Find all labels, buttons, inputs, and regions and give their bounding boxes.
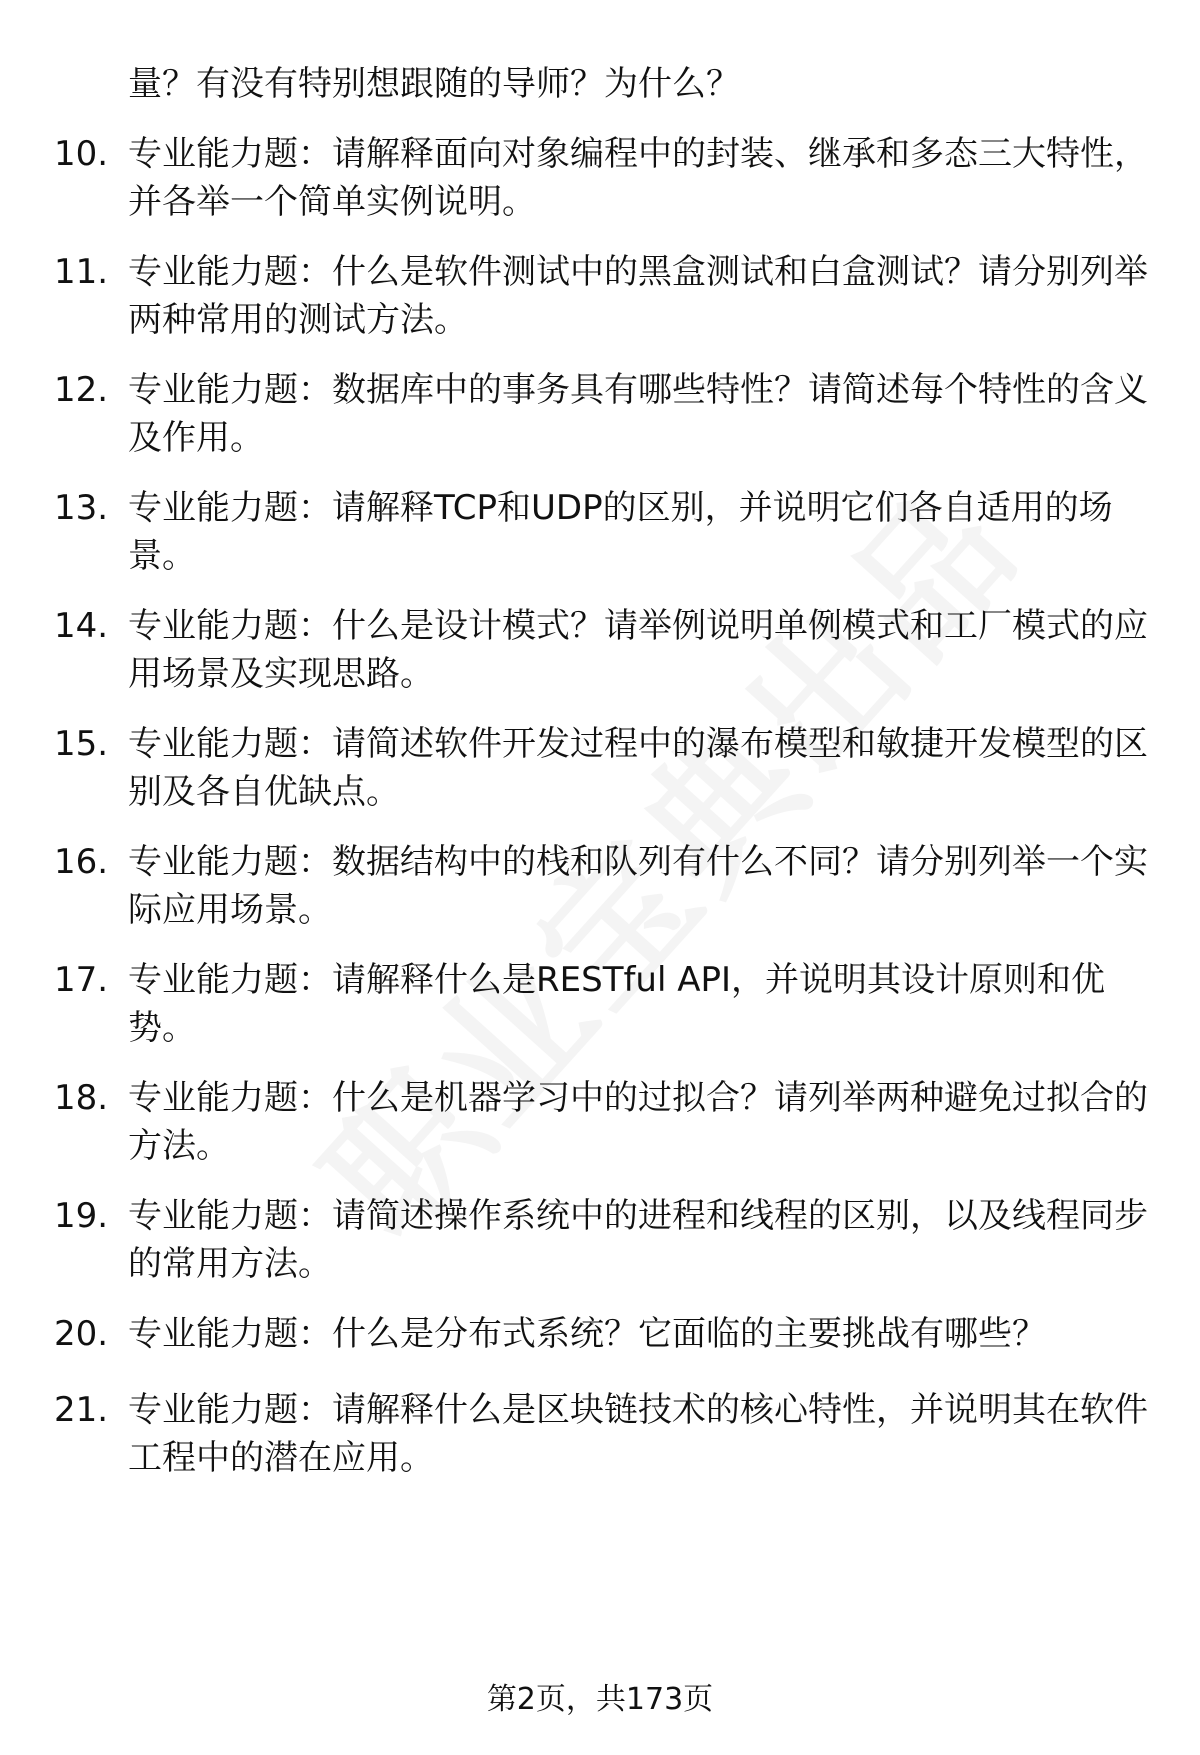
item-number: 21. [54,1390,109,1430]
item-text: 专业能力题：数据库中的事务具有哪些特性？请简述每个特性的含义及作用。 [128,370,1148,458]
item-number: 16. [54,842,109,882]
item-number: 19. [54,1196,109,1236]
item-text: 专业能力题：数据结构中的栈和队列有什么不同？请分别列举一个实际应用场景。 [128,842,1148,930]
item-text: 专业能力题：请简述软件开发过程中的瀑布模型和敏捷开发模型的区别及各自优缺点。 [128,724,1148,812]
list-item [0,1074,1200,1174]
item-text: 专业能力题：请解释什么是区块链技术的核心特性，并说明其在软件工程中的潜在应用。 [128,1390,1148,1478]
item-number: 17. [54,960,109,1000]
list-item [0,956,1200,1056]
item-number: 10. [54,134,109,174]
list-item [0,1192,1200,1292]
item-number: 12. [54,370,109,410]
item-text: 专业能力题：请解释TCP和UDP的区别，并说明它们各自适用的场景。 [128,488,1113,576]
item-text: 专业能力题：请简述操作系统中的进程和线程的区别，以及线程同步的常用方法。 [128,1196,1148,1284]
page-footer: 第2页，共173页 [486,1682,714,1717]
item-number: 20. [54,1314,109,1354]
list-item [0,720,1200,820]
item-number: 15. [54,724,109,764]
item-text: 专业能力题：什么是分布式系统？它面临的主要挑战有哪些？ [128,1314,1046,1354]
item-number: 11. [54,252,109,292]
item-text: 专业能力题：请解释什么是RESTful API，并说明其设计原则和优势。 [128,960,1106,1048]
list-item [0,602,1200,702]
list-item [0,366,1200,466]
item-number: 14. [54,606,109,646]
list-item [0,130,1200,230]
list-item [0,838,1200,938]
item-number: 13. [54,488,109,528]
item-text: 专业能力题：什么是软件测试中的黑盒测试和白盒测试？请分别列举两种常用的测试方法。 [128,252,1148,340]
list-item [0,248,1200,348]
item-number: 18. [54,1078,109,1118]
continuation-text: 量？有没有特别想跟随的导师？为什么？ [128,64,740,104]
item-text: 专业能力题：什么是设计模式？请举例说明单例模式和工厂模式的应用场景及实现思路。 [128,606,1148,694]
list-item [0,484,1200,584]
item-text: 专业能力题：什么是机器学习中的过拟合？请列举两种避免过拟合的方法。 [128,1078,1148,1166]
item-text: 专业能力题：请解释面向对象编程中的封装、继承和多态三大特性，并各举一个简单实例说明。 [128,134,1148,222]
list-item [0,1386,1200,1486]
